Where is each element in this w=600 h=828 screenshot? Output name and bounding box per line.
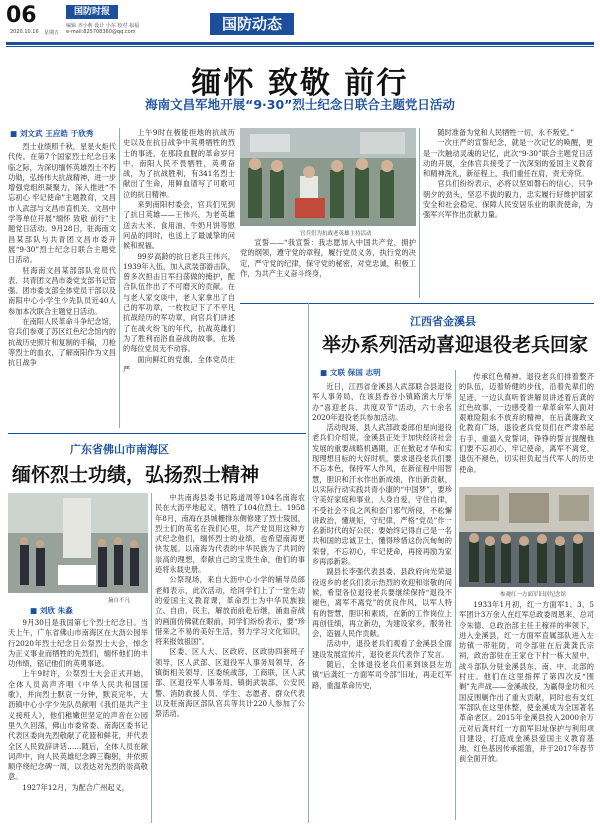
headline-main: 缅怀 致敬 前行 — [191, 66, 409, 101]
paragraph: 随时准备为党和人民牺牲一切，永不叛党。” — [437, 128, 575, 137]
paragraph: 上午9时在极能担地的抗战历史以及在抗日战争中英勇牺牲的烈士的事迹，在那段血腥的革命岁月中，南阳人民不畏牺牲，英勇奋战，为了抗战胜利，有341名烈士献出了生命，用鲜血谱写了可歌可泣的抗日精神。 — [123, 128, 235, 199]
article3-photo-caption: 摘自不凡 — [108, 598, 131, 604]
article1-column-1 — [8, 142, 116, 428]
article1-byline: ■ 刘文武 王应皓 于欣秀 — [10, 129, 94, 138]
article2-photo-caption: 参观红一方面军旧居纪念馆 — [500, 592, 567, 598]
paragraph: 近日，江西省金溪县人武部联合县退役军人事务局，在该县香谷小镇路演大厅举办“喜迎老兵、共度双节”活动，六十余名2020年退役老兵参加活动。 — [312, 382, 452, 422]
column-divider — [119, 128, 120, 428]
article3-column-2 — [155, 493, 305, 823]
headline-main-subtitle: 海南文昌军地开展“9·30”烈士纪念日联合主题党日活动 — [145, 97, 455, 112]
paragraph: 副县长李强代表县委、县政府向光荣退役返乡的老兵们表示热烈的欢迎和崇敬的问候，希望各位退役老兵要继续保持“退役不褪色，离军不离党”的优良作风，以军人特有的智慧，胆识和素质，在新的工作岗位上再创佳绩，再立新功，为建设家乡，服务社会，造福人民作贡献。 — [312, 567, 452, 639]
photo-soldiers-image — [240, 128, 416, 226]
article2-headline: 举办系列活动喜迎退役老兵回家 — [322, 334, 589, 356]
article3-location: 广东省佛山市南海区 — [70, 443, 169, 456]
paragraph: 1927年12月，为配合广州起义， — [22, 782, 129, 792]
paragraph: 1933年1月初，红一方面军1、3、5军团计3万余人在红军总政委周恩来、总司令朱德、总政治部主任王稼祥的率领下，进入金溪县，红一方面军直属部队进入左坊镇一带驻防，司令部驻在后龚龚氏宗祠，政治部驻在王家仓下村一栋大屋中，战斗部队分驻金溪县东、南、中、北部的村庄。他们在这里指挥了第四次反“围剿”先声战——金溪战役，为赢得金坊和兴国反围剿作出了重大贡献，同时也有支红军部队在这里休整，使金溪成为全国著名革命老区。2015年金溪县投入2000余万元对后龚村红一方面军旧址保护与利用项目建设，打造成金溪县爱国主义教育基地、红色基因传承摇篮，并于2017年春节前全面开放。 — [459, 600, 594, 764]
column-divider — [455, 370, 456, 820]
article1-column-3 — [240, 238, 416, 298]
photo-ceremony-image — [8, 493, 148, 593]
paragraph: 9月30日是我国第七个烈士纪念日。当天上午，广东省佛山市南海区在大沥公园举行2020年烈士纪念日公祭烈士大会，悼念为正义事业而牺牲的先烈们，缅怀他们的丰功伟绩，铭记他们的英勇事迹。 — [8, 618, 148, 669]
article2-location: 江西省金溪县 — [410, 315, 476, 328]
article3-headline: 缅怀烈士功绩，弘扬烈士精神 — [12, 464, 260, 486]
article1-photo-caption: 官兵们为抗战老英雄主持活动 — [300, 231, 372, 237]
section-title: 国防动态 — [210, 13, 294, 35]
paragraph: 官兵们纷纷表示，必将以坚如磐石的信心，只争朝夕的劲头，坚忍不拔的毅力，忠实履行好维护国家安全和社会稳定、保障人民安居乐业的职责使命，为强军兴军作出贡献力量。 — [423, 179, 593, 220]
paragraph: 公祭现场，来自大沥中心小学的辅导员郎老师表示，此次活动，给同学们上了一堂生动的爱国主义教育课，革命烈士为中华民族独立、自由、民主，解放而前赴后继，涌血奋战的画面仿佛就在眼前，同学们纷纷表示，要“珍惜来之不易的美好生活，努力学习文化知识，将来报效祖国”。 — [155, 575, 305, 647]
header-rule — [6, 42, 594, 45]
paragraph: 一次庄严的宣誓纪念，就是一次记忆的唤醒，更是一次触动灵魂的记忆，此次“9·30”联合主题党日活动的开展，全体官兵接受了一次深刻的爱国主义教育和精神洗礼，新征程上，我们重任在肩，责无旁贷。 — [423, 138, 593, 179]
header-rule-thin — [6, 46, 594, 47]
paragraph: 烈士业绩照千秋，星星火炬代代传。在第7个国家烈士纪念日来临之际，为深切缅怀英雄烈士不朽功勋，弘扬伟大抗战精神，进一步增强党组织凝聚力，深入推进“不忘初心 牢记使命”主题教育，文昌市人武部与文昌市直机关、文昌中学等单位开展“缅怀 致敬 前行”主题党日活动。9月28日，驻海南文昌某部队与共青团文昌市委开展“9·30”烈士纪念日联合主题党日活动。 — [8, 142, 116, 265]
article2-column-1 — [312, 382, 452, 820]
paragraph: 活动现场，县人武部政委郎伯星向退役老兵们介绍说，金溪县正处于加快经济社会发展的重要战略机遇期，正在掀起才华和实现理想目标的大好时机，要求退役老兵们要不忘本色，保持军人作风，在新征程中用智慧，胆识和汗水作出新成绩，作出新贡献，以实际行动实践共青小康的“中国梦”，要珍守美好家庭和事业，人身自爱，守住自律，不受社会不良之风和歪门邪气所侵，不松懈讲政治，懂规矩，守纪律，严格“党员”作一名新时代的好公民；要始终记得自己是一名共和国的忠诚卫士，懂得珍惜这份沉甸甸的荣誉，不忘初心，牢记使命，再接再励为家乡再添新彩。 — [312, 423, 452, 567]
article1-column-4 — [423, 128, 593, 298]
article3-byline: ■ 刘欣 朱淼 — [30, 606, 73, 615]
article2-photo — [459, 487, 594, 587]
paragraph: 99岁高龄的抗日老兵王伟兴，1939年入伍，加入武装部游击队，曾多次担击日军扫荡做的掩护，配合队伍作出了不可磨灭的贡献。在与老人家交谈中，老人家拿出了自己的军功章，一枚枚记下了不平凡抗战经历的军功章，向官兵们讲述了在战火纷飞的年代，抗战英雄们为了胜利而浴血奋战的故事，在场的每位党员无不动容。 — [123, 251, 235, 354]
paragraph: 活动中，退役老兵们观看了金溪县全面建设发展宣传片，退役老兵代表作了发言。 — [312, 639, 452, 659]
paragraph: 在南阳人民革命斗争纪念馆，官兵们参观了苏区红色纪念馆内的抗战历史照片和复制的手稿，刀枪等烈士的血衣，了解南阳作为文昌抗日战争 — [8, 317, 116, 368]
newspaper-logo: 国防时报 — [66, 5, 118, 19]
paragraph: 中共南海县委书记陈道周等104名南海农民在大沥平地起义，牺牲了104位烈士。1958年8月，南海在县城栅排东侧修建了烈士陵园，烈士们的英名在我们心里，共产党员用这种方式纪念他们，缅怀烈士的业绩，也希望南海更快发展。以南海为代表的中华民族为了共同的崇高的理想，奉献自己的宝贵生命，他们的事迹将永载史册。 — [155, 493, 305, 575]
paragraph: 来到南阳村委会，官兵们见到了抗日英雄——王伟兴，为老英雄送去大米、食用油、牛奶月饼等慰问品的同时，也送上了最诚挚的问候和祝福。 — [123, 200, 235, 251]
article3-column-1 — [8, 618, 148, 822]
paragraph: 宣誓——“我宣誓：我志愿加入中国共产党，拥护党的纲领，遵守党的章程，履行党员义务，执行党的决定，严守党的纪律，保守党的秘密，对党忠诚，积极工作，为共产主义奋斗终身， — [240, 238, 416, 278]
article2-byline: ■ 文联 保国 志明 — [320, 368, 381, 377]
photo-museum-image — [459, 487, 594, 587]
paragraph: 区委、区人大、区政府、区政协四套班子领导，区人武部、区退役军人事务局领导，各镇街相关领导、区委统战部，工商联，区人武部、区退役军人事务局、镇街武装部、公安民警、消防救援人员、学生、志愿者、群众代表以及驻南海区部队官兵等共计220人参加了公祭活动。 — [155, 647, 305, 719]
page-number: 06 — [6, 3, 37, 28]
article1-photo — [240, 128, 416, 226]
section-divider — [8, 433, 306, 434]
column-divider — [308, 303, 309, 823]
article1-column-2 — [123, 128, 235, 398]
paragraph: 驻海南文昌某部部队党员代表、共青团文昌市委党支部书记管强、团市委支部全体党员干部以及南阳中心小学生少先队员近40人参加本次联合主题党日活动。 — [8, 265, 116, 316]
paragraph: 传承红色精神。退役老兵们排着整齐的队伍，迈着矫健的步伐，沿着先辈们的足迹，一边认真听着讲解员讲述着后龚的红色故事，一边感受着一辈革命军人面对艰难险阻永不放弃的精神，在后龚廉政文化教育广场，退役老兵党员们在严肃举起右手，重温入党誓词，铮铮的誓言提醒他们要不忘初心，牢记使命，离军不离党，退伍不褪色，切实担负起当代军人的历史使命。 — [459, 372, 594, 474]
article3-photo — [8, 493, 148, 593]
issue-date: 2020.10.16 — [10, 29, 39, 35]
editors-line: 编辑 齐小莉 设计 小东 校对 福福 — [66, 23, 139, 29]
paragraph: 随后，全体退役老兵们来到该县左坊镇“后龚红一方面军司令部”旧址，再走红军路，重温革命历史， — [312, 660, 452, 690]
column-divider — [419, 128, 420, 298]
article2-column-2a — [459, 372, 594, 482]
paragraph: 面向鲜红的党旗，全体党员庄严 — [123, 354, 235, 374]
article2-column-2b — [459, 600, 594, 822]
editor-email: e-mail:825708360@qq.com — [66, 29, 136, 35]
paragraph: 上午9时许，公祭烈士大会正式开始，全体人员高声齐唱《中华人民共和国国歌》，并向烈士默哀一分钟，默哀完毕，大沥镇中心小学少先队员献唱《我们是共产主义接班人》，他们稚嫩但坚定的声音在公园里久久回荡，佛山市委常委、南海区委书记代表区委向先烈敬献了花篮和鲜花，并代表全区人民致辞讲话……随后，全体人员在献词声中，向人民英雄纪念碑三鞠躬，并依照顺序绕纪念碑一周，以表达对先烈的崇高敬意。 — [8, 669, 148, 782]
issue-weekday: 星期五 — [44, 30, 60, 36]
section-divider — [240, 303, 594, 304]
column-divider — [151, 493, 152, 823]
